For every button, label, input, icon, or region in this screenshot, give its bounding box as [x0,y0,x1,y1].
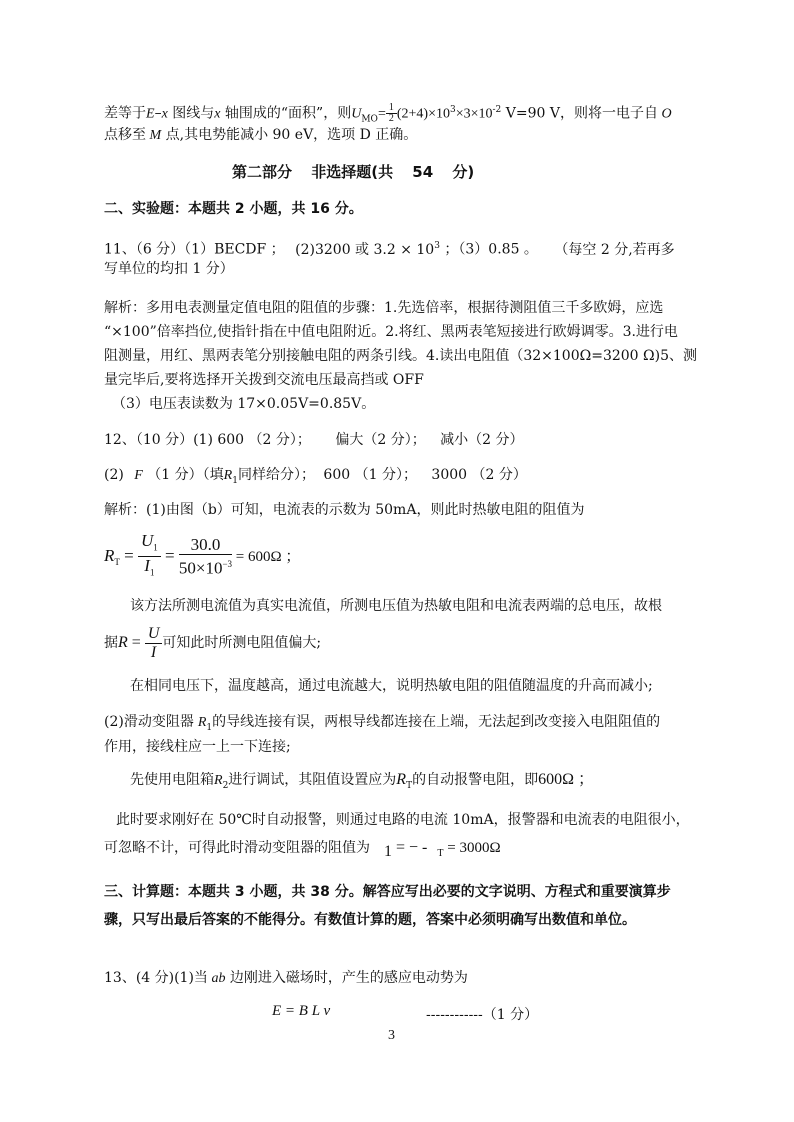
var-ab: ab [207,971,226,986]
denominator [138,557,161,581]
text: 进行调试，其阻值设置应为 [228,772,397,788]
text: 3000 （2 分） [431,467,527,483]
text: 差等于 [104,105,146,122]
text-line: 作用，接线柱应一上一下连接; [104,739,291,755]
page-number: 3 [388,1028,395,1043]
var-M: M [146,128,162,143]
text: 可知此时所测电阻值偏大; [162,635,322,651]
fraction [138,532,161,582]
text: = − - [392,839,428,856]
section-heading: 二、实验题：本题共 2 小题，共 16 分。 [104,201,363,217]
var-R: R [104,545,115,565]
text: 的导线连接有误，两根导线都连接在上端，无法起到改变接入电阻阻值的 [212,714,661,730]
text: 点移至 [104,127,146,143]
text: （每空 2 分,若再多 [554,241,675,258]
text: 同样给分）； [237,467,315,483]
var-x: x [214,106,221,122]
text: 12、（10 分）(1) 600 （2 分）； [104,432,311,448]
text: 的自动报警电阻，即 [412,772,539,788]
text: = [127,634,145,651]
text-line: 该方法所测电流值为真实电流值，所测电压值为热敏电阻和电流表两端的总电压，故根 [130,598,662,614]
var-R: R [396,771,407,788]
text: = 3000Ω [443,840,501,856]
text: 轴围成的“面积”，则 [220,105,352,122]
text: (2)3200 或 3.2 × 10 [295,241,435,258]
section-heading: 骤，只写出最后答案的不能得分。有数值计算的题，答案中必须明确写出数值和单位。 [104,912,636,928]
text: 600Ω ； [538,771,594,788]
subscript: T [406,780,413,791]
fraction [386,103,397,124]
numerator [138,532,161,557]
equation-rt [104,532,300,582]
text: = [377,106,386,122]
var-R: R [223,468,233,483]
superscript: 3 [434,241,440,251]
var-x: x [161,106,168,122]
text: 600 （1 分）； [323,467,417,483]
text: 图线与 [167,105,215,122]
part-title: 第二部分 非选择题(共 54 分) [232,163,475,181]
var-U: U [140,531,154,550]
text: = [160,545,179,565]
subscript: 1 [149,567,155,578]
text: (2+4)×10 [396,106,450,122]
text: = [119,545,138,565]
answer-line [104,236,794,260]
text-line: 解析：(1)由图（b）可知，电流表的示数为 50mA，则此时热敏电阻的阻值为 [104,502,585,518]
text: 点,其电势能减小 90 eV，选项 D 正确。 [161,127,418,143]
fraction [145,625,163,662]
denominator [179,555,232,578]
text: 50×10 [178,558,223,578]
text: 据 [104,635,118,651]
subscript: T [114,557,120,568]
text: 边刚进入磁场时，产生的感应电动势为 [225,970,468,986]
superscript: 3 [449,105,456,115]
text: V=90 V，则将一电子自 [501,105,658,122]
text-line [104,623,794,663]
answer-line [104,465,794,491]
text-line: 在相同电压下，温度越高，通过电流越大，说明热敏电阻的阻值随温度的升高而减小; [130,678,653,694]
text: 减小（2 分） [440,432,524,448]
equation-e: E = B L v [272,1003,331,1019]
section-heading: 三、计算题：本题共 3 小题，共 38 分。解答应写出必要的文字说明、方程式和重要演算步 [104,884,671,900]
text: 11、（6 分）（1）BECDF ； [104,241,285,258]
text: 可忽略不计，可得此时滑动变阻器的阻值为 [104,840,370,856]
score-note: ------------（1 分） [426,1007,539,1023]
text: – [154,105,162,122]
text: ×3×10 [455,106,493,122]
text-line: 量完毕后,要将选择开关拨到交流电压最高挡或 OFF [104,372,424,388]
text: (2) [104,467,124,483]
text-line: （3）电压表读数为 17×0.05V=0.85V。 [112,396,376,412]
text: ；（3）0.85 。 [439,241,538,258]
numerator: 1 [386,103,397,114]
text: （1 分）（填 [142,467,224,483]
var-R: R [197,715,207,730]
text-line: “×100”倍率挡位,使指针指在中值电阻附近。2.将红、黑两表笔短接进行欧姆调零。3.进行电 [104,324,678,340]
text-line [104,125,794,146]
text: 1 [384,843,392,860]
var-R: R [214,773,223,788]
denominator: I [150,643,157,661]
subscript: 1 [153,542,158,553]
numerator: 30.0 [179,536,232,555]
text-line [104,838,794,860]
var-E: E [146,106,155,122]
denominator: 2 [388,113,394,125]
text: = 600Ω ； [232,548,301,565]
text-line: 阻测量，用红、黑两表笔分别接触电阻的两条引线。4.读出电阻值（32×100Ω=3200 Ω)5、测 [104,348,698,364]
var-R: R [118,634,128,651]
text-line: 写单位的均扣 1 分） [104,261,234,277]
subscript: 1 [206,722,213,733]
text: 先使用电阻箱 [130,772,214,788]
text: 13、(4 分)(1)当 [104,970,208,986]
text-line: 解析：多用电表测量定值电阻的阻值的步骤：1.先选倍率，根据待测阻值三千多欧姆，应选 [104,300,664,316]
subscript: 2 [222,780,229,791]
var-U: U [351,106,362,122]
var-I: I [144,556,150,576]
subscript: 1 [232,475,238,486]
superscript: −3 [222,559,233,570]
text: 偏大（2 分）； [335,432,426,448]
numerator: U [145,625,163,644]
subscript: T [437,848,444,859]
text-line: 此时要求刚好在 50℃时自动报警，则通过电路的电流 10mA，报警器和电流表的电阻很小， [116,812,690,828]
var-F: F [134,468,143,483]
superscript: -2 [492,105,502,115]
answer-line [104,968,794,989]
fraction [179,536,232,578]
answer-line [104,430,794,450]
text: (2)滑动变阻器 [104,714,194,730]
text-line [130,770,794,796]
subscript: MO [361,114,378,125]
var-O: O [657,106,672,122]
text-line [104,712,794,738]
